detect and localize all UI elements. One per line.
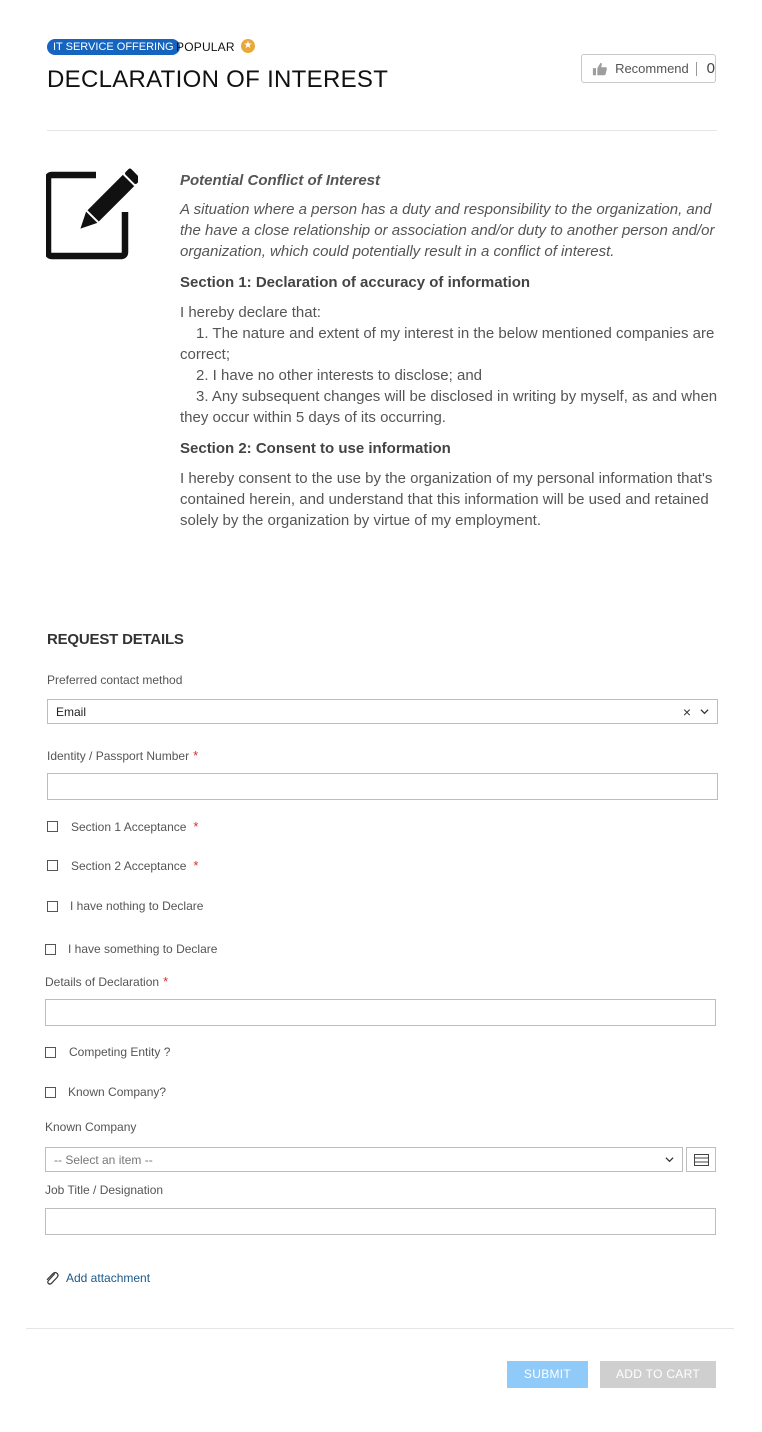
something-to-declare-row[interactable] (45, 942, 217, 956)
section2-acceptance-row[interactable] (47, 858, 198, 873)
nothing-to-declare-row[interactable] (47, 899, 203, 913)
section1-item-3: 3. Any subsequent changes will be disclosed in writing by myself, as and when they occur within 5 days of its occurring. (180, 388, 718, 426)
contact-method-label: Preferred contact method (47, 673, 183, 687)
something-to-declare-checkbox[interactable] (45, 944, 56, 955)
service-offering-badge: IT SERVICE OFFERING (47, 39, 180, 55)
header-divider (47, 130, 717, 131)
recommend-count: 0 (706, 60, 715, 77)
known-company-label: Known Company (45, 1120, 137, 1134)
thumbs-up-icon (592, 61, 608, 77)
section2-acceptance-checkbox[interactable] (47, 860, 58, 871)
chevron-down-icon[interactable] (665, 1155, 674, 1164)
job-title-input[interactable] (45, 1208, 716, 1235)
add-attachment-link[interactable] (44, 1270, 150, 1286)
page-title: DECLARATION OF INTEREST (47, 66, 389, 93)
description-heading: Potential Conflict of Interest (180, 172, 381, 189)
known-company-placeholder: -- Select an item -- (54, 1152, 153, 1167)
offering-description (180, 170, 720, 531)
contact-method-select[interactable] (47, 699, 718, 724)
description-intro: A situation where a person has a duty and responsibility to the organization, and the have a close relationship or association and/or duty to another person and/or organization, which could potentially result in a conflict of interest. (180, 201, 715, 260)
nothing-to-declare-checkbox[interactable] (47, 901, 58, 912)
details-label: Details of Declaration * (45, 974, 169, 989)
required-mark: * (193, 858, 199, 873)
section1-title: Section 1: Declaration of accuracy of information (180, 274, 531, 291)
add-to-cart-button[interactable]: ADD TO CART (600, 1361, 716, 1388)
paperclip-icon (44, 1270, 60, 1286)
section1-item-1: 1. The nature and extent of my interest in the below mentioned companies are correct; (180, 325, 715, 363)
request-details-title: REQUEST DETAILS (47, 631, 184, 648)
section1-acceptance-row[interactable] (47, 819, 198, 834)
job-title-label: Job Title / Designation (45, 1183, 164, 1197)
known-company-checkbox[interactable] (45, 1087, 56, 1098)
add-attachment-label: Add attachment (66, 1271, 151, 1285)
section1-acceptance-label: Section 1 Acceptance (71, 819, 187, 834)
required-mark: * (163, 974, 169, 989)
section1-lead: I hereby declare that: (180, 304, 321, 321)
competing-entity-label: Competing Entity ? (69, 1045, 171, 1059)
list-icon (694, 1154, 709, 1166)
recommend-button[interactable] (581, 54, 716, 83)
section1-acceptance-checkbox[interactable] (47, 821, 58, 832)
section1-item-2: 2. I have no other interests to disclose; and (196, 367, 483, 384)
identity-label: Identity / Passport Number * (47, 748, 199, 763)
known-company-cb-row[interactable] (45, 1085, 166, 1099)
popular-label: POPULAR (176, 40, 235, 54)
identity-input[interactable] (47, 773, 718, 800)
competing-entity-checkbox[interactable] (45, 1047, 56, 1058)
lookup-list-button[interactable] (686, 1147, 716, 1172)
section2-text: I hereby consent to the use by the organization of my personal information that's contained herein, and understand that this information will be used and retained solely by the organization by virtue of my employment. (180, 470, 713, 529)
footer-divider (26, 1328, 734, 1329)
competing-entity-row[interactable] (45, 1045, 170, 1059)
details-input[interactable] (45, 999, 716, 1026)
section2-title: Section 2: Consent to use information (180, 440, 451, 457)
recommend-label: Recommend (615, 61, 689, 76)
star-icon: ★ (241, 39, 255, 53)
section2-acceptance-label: Section 2 Acceptance (71, 858, 187, 873)
known-company-select[interactable] (45, 1147, 683, 1172)
chevron-down-icon[interactable] (700, 707, 709, 716)
nothing-to-declare-label: I have nothing to Declare (70, 899, 204, 913)
submit-button[interactable]: SUBMIT (507, 1361, 588, 1388)
something-to-declare-label: I have something to Declare (68, 942, 218, 956)
edit-document-icon (46, 168, 138, 260)
required-mark: * (193, 819, 199, 834)
required-mark: * (193, 748, 199, 763)
contact-method-value: Email (56, 704, 87, 719)
clear-icon[interactable]: × (682, 703, 691, 720)
divider (696, 62, 697, 76)
known-company-cb-label: Known Company? (68, 1085, 167, 1099)
